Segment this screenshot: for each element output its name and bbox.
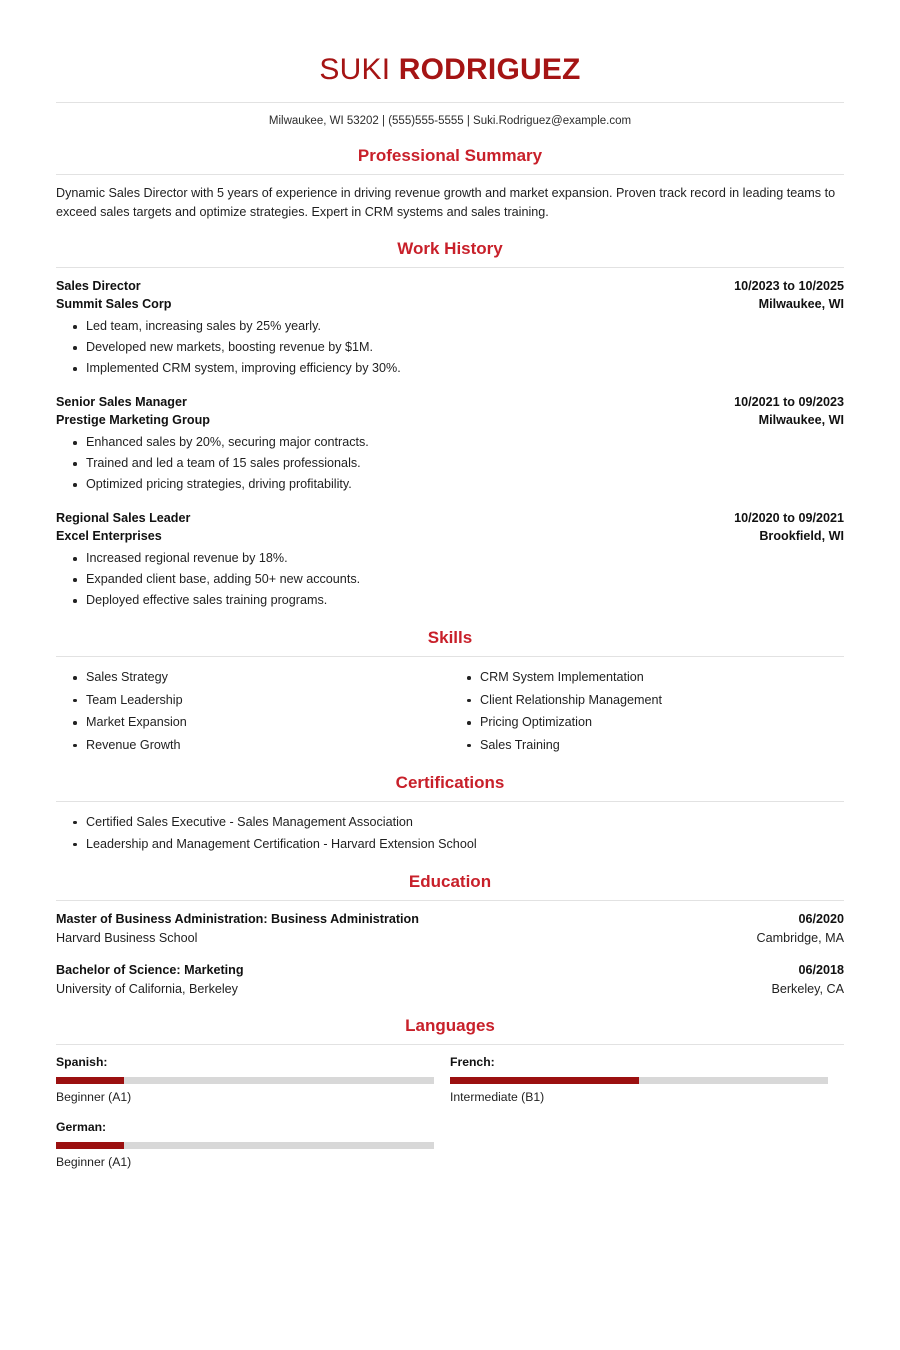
section-title-summary: Professional Summary: [357, 146, 543, 165]
job-bullet: Developed new markets, boosting revenue by $1M.: [86, 337, 844, 358]
language-name: French:: [450, 1055, 495, 1069]
language-proficiency-fill: [450, 1077, 639, 1084]
section-certifications: [56, 772, 844, 855]
languages-grid: [56, 1054, 844, 1184]
summary-text: Dynamic Sales Director with 5 years of experience in driving revenue growth and market expansion. Proven track record in leading teams to exceed sales targets and optimize strategies. Expert in CRM systems and sales training.: [56, 186, 836, 219]
language-name: Spanish:: [56, 1055, 108, 1069]
skills-column-left: [56, 666, 450, 756]
language-proficiency-fill: [56, 1077, 124, 1084]
skill-item: Sales Strategy: [86, 666, 450, 689]
language-item: [56, 1054, 450, 1106]
education-date: 06/2020: [798, 912, 844, 926]
job-dates: 10/2020 to 09/2021: [734, 511, 844, 525]
language-proficiency-bar: [450, 1077, 828, 1084]
job-header-row: [56, 277, 844, 295]
education-subheader-row: [56, 980, 844, 999]
page-title: [56, 52, 844, 88]
job-dates: 10/2023 to 10/2025: [734, 279, 844, 293]
section-title-certifications: Certifications: [395, 773, 505, 792]
job-subheader-row: [56, 527, 844, 545]
job-subheader-row: [56, 295, 844, 313]
job-entry: [56, 393, 844, 495]
section-title-work-history: Work History: [397, 239, 503, 258]
education-location: Cambridge, MA: [756, 931, 844, 945]
job-title: Regional Sales Leader: [56, 511, 191, 525]
job-dates: 10/2021 to 09/2023: [734, 395, 844, 409]
education-header-row: [56, 910, 844, 929]
job-bullet: Expanded client base, adding 50+ new accounts.: [86, 569, 844, 590]
job-title: Senior Sales Manager: [56, 395, 187, 409]
job-bullet: Trained and led a team of 15 sales professionals.: [86, 453, 844, 474]
header-divider: [56, 102, 844, 103]
education-degree: Bachelor of Science: Marketing: [56, 963, 244, 977]
skill-item: Client Relationship Management: [480, 689, 844, 712]
job-bullets: [56, 316, 844, 379]
job-bullet: Enhanced sales by 20%, securing major contracts.: [86, 432, 844, 453]
section-title-languages: Languages: [405, 1016, 495, 1035]
education-degree: Master of Business Administration: Business Administration: [56, 912, 419, 926]
skills-body: [56, 657, 844, 756]
job-company: Excel Enterprises: [56, 529, 162, 543]
job-subheader-row: [56, 411, 844, 429]
job-bullet: Optimized pricing strategies, driving profitability.: [86, 474, 844, 495]
education-header-row: [56, 961, 844, 980]
certification-item: Certified Sales Executive - Sales Management Association: [86, 811, 844, 833]
education-subheader-row: [56, 929, 844, 948]
section-title-skills: Skills: [427, 628, 473, 647]
language-level: Beginner (A1): [56, 1155, 132, 1169]
language-item: [56, 1119, 450, 1171]
section-skills: [56, 627, 844, 756]
languages-body: [56, 1045, 844, 1184]
resume-header: [56, 52, 844, 129]
job-company: Summit Sales Corp: [56, 297, 172, 311]
certification-item: Leadership and Management Certification - Harvard Extension School: [86, 833, 844, 855]
education-date: 06/2018: [798, 963, 844, 977]
skills-column-right: [450, 666, 844, 756]
education-body: [56, 901, 844, 999]
skill-item: Sales Training: [480, 734, 844, 757]
job-bullet: Implemented CRM system, improving efficiency by 30%.: [86, 358, 844, 379]
language-level: Beginner (A1): [56, 1090, 132, 1104]
job-header-row: [56, 393, 844, 411]
section-title-education: Education: [408, 872, 492, 891]
job-entry: [56, 509, 844, 611]
job-title: Sales Director: [56, 279, 141, 293]
job-company: Prestige Marketing Group: [56, 413, 210, 427]
language-proficiency-bar: [56, 1077, 434, 1084]
language-item-empty: [450, 1119, 844, 1171]
section-work-history: [56, 238, 844, 611]
skills-columns: [56, 666, 844, 756]
job-bullets: [56, 432, 844, 495]
job-bullet: Deployed effective sales training programs.: [86, 590, 844, 611]
job-location: Milwaukee, WI: [758, 297, 844, 311]
language-proficiency-bar: [56, 1142, 434, 1149]
language-item: [450, 1054, 844, 1106]
education-entry: [56, 910, 844, 948]
skill-item: Revenue Growth: [86, 734, 450, 757]
language-proficiency-fill: [56, 1142, 124, 1149]
job-location: Brookfield, WI: [759, 529, 844, 543]
skill-item: CRM System Implementation: [480, 666, 844, 689]
section-languages: [56, 1015, 844, 1184]
skill-item: Team Leadership: [86, 689, 450, 712]
certifications-list: [56, 811, 844, 855]
education-school: University of California, Berkeley: [56, 982, 238, 996]
section-professional-summary: [56, 145, 844, 222]
job-header-row: [56, 509, 844, 527]
education-school: Harvard Business School: [56, 931, 198, 945]
summary-body: [56, 175, 844, 222]
skill-item: Pricing Optimization: [480, 711, 844, 734]
first-name: SUKI: [319, 53, 391, 86]
job-bullet: Led team, increasing sales by 25% yearly.: [86, 316, 844, 337]
job-location: Milwaukee, WI: [758, 413, 844, 427]
education-location: Berkeley, CA: [771, 982, 844, 996]
job-bullet: Increased regional revenue by 18%.: [86, 548, 844, 569]
contact-line: Milwaukee, WI 53202 | (555)555-5555 | Suki.Rodriguez@example.com: [268, 115, 632, 127]
education-entry: [56, 961, 844, 999]
job-bullets: [56, 548, 844, 611]
skill-item: Market Expansion: [86, 711, 450, 734]
job-entry: [56, 277, 844, 379]
certifications-body: [56, 802, 844, 855]
section-education: [56, 871, 844, 999]
last-name: RODRIGUEZ: [398, 53, 581, 86]
work-history-body: [56, 268, 844, 611]
language-level: Intermediate (B1): [450, 1090, 545, 1104]
language-name: German:: [56, 1120, 107, 1134]
